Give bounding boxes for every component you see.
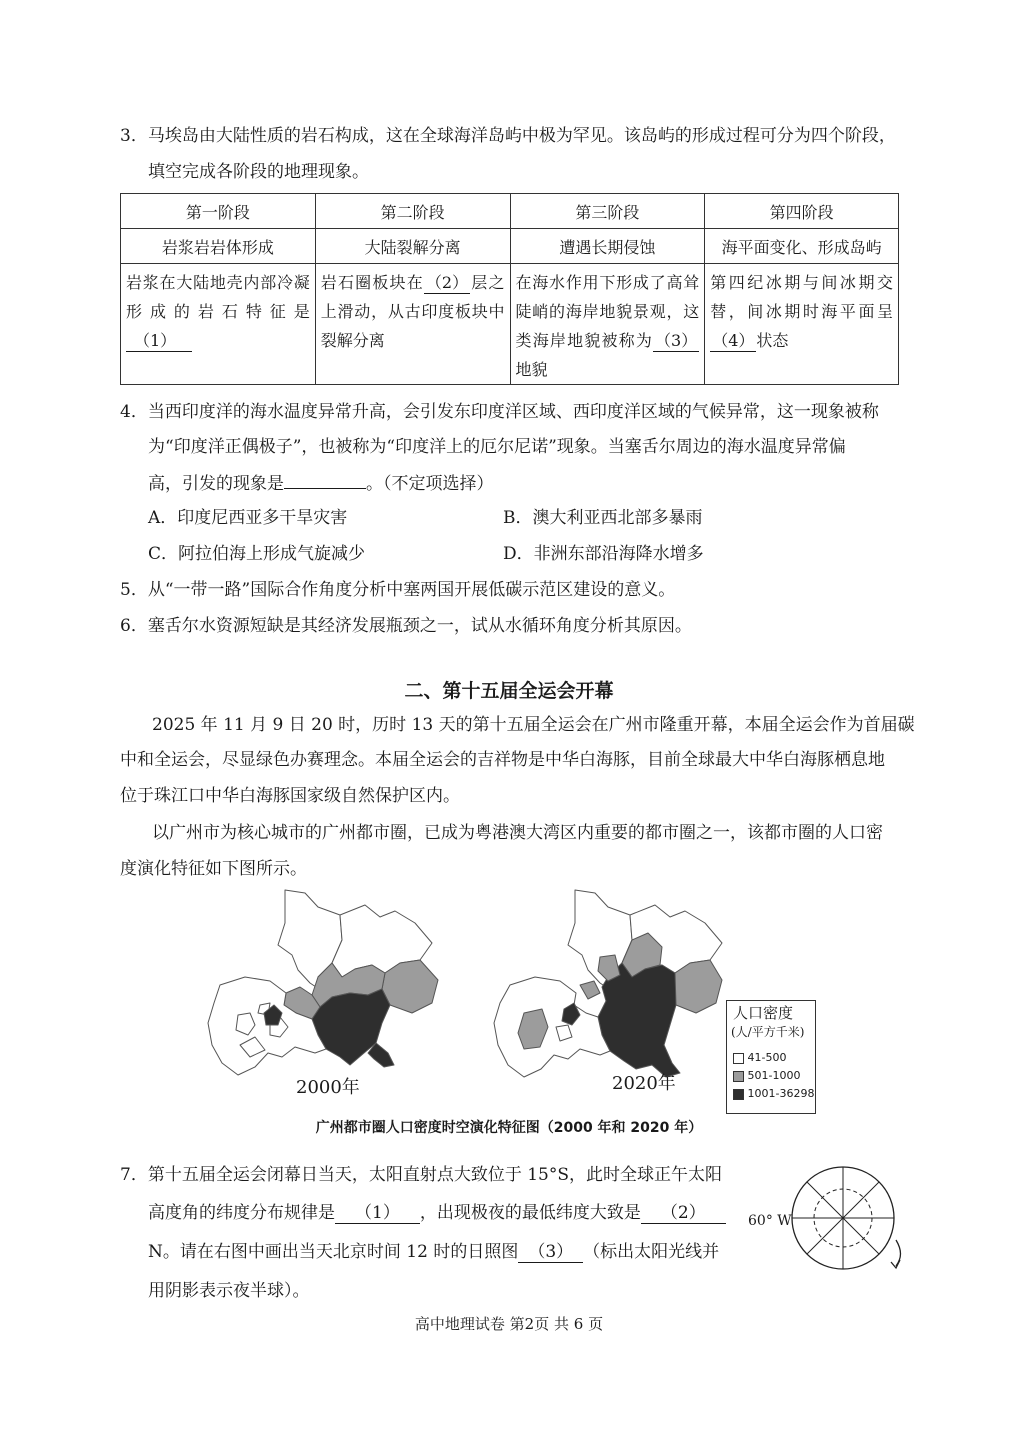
density-map-2000 <box>200 885 460 1100</box>
stage-subheader-2: 大陆裂解分离 <box>315 229 510 264</box>
q7-line3-post: （标出太阳光线并 <box>583 1242 720 1262</box>
section-title: 二、第十五届全运会开幕 <box>404 680 614 702</box>
q7-blank-1[interactable]: （1） <box>335 1203 420 1224</box>
legend-item-high <box>733 1087 814 1100</box>
blank-3-3[interactable]: （3） <box>655 331 698 350</box>
stage-cell-3-pre: 在海水作用下形成了高耸陡峭的海岸地貌景观，这类海岸地貌被称为 <box>515 273 700 350</box>
legend-unit: (人/平方千米) <box>731 1025 805 1039</box>
q7-line1: 7．第十五届全运会闭幕日当天，太阳直射点大致位于 15°S，此时全球正午太阳 <box>120 1165 722 1185</box>
q4-line2: 为“印度洋正偶极子”，也被称为“印度洋上的厄尔尼诺”现象。当塞舌尔周边的海水温度异常偏 <box>148 437 846 457</box>
blank-3-1[interactable]: （1） <box>126 331 192 352</box>
intro-p1-line1: 2025 年 11 月 9 日 20 时，历时 13 天的第十五届全运会在广州市隆重开幕，本届全运会作为首届碳 <box>152 715 915 735</box>
stage-table <box>120 193 899 385</box>
stage-cell-2 <box>315 264 510 385</box>
intro-p1-line3: 位于珠江口中华白海豚国家级自然保护区内。 <box>120 786 460 806</box>
stage-cell-3-post: 地貌 <box>515 360 548 379</box>
q3-line1: 3．马埃岛由大陆性质的岩石构成，这在全球海洋岛屿中极为罕见。该岛屿的形成过程可分为四个阶段， <box>120 126 896 146</box>
stage-cell-4-post: 状态 <box>756 331 789 350</box>
year-label-2020: 2020年 <box>612 1073 676 1094</box>
q4-option-a: A．印度尼西亚多干旱灾害 <box>148 508 348 528</box>
stage-cell-2-pre: 岩石圈板块在 <box>320 273 424 292</box>
stage-cell-2-post: 层之上滑动，从古印度板块中裂解分离 <box>320 273 505 350</box>
q4-option-c: C．阿拉伯海上形成气旋减少 <box>148 544 366 564</box>
q7-line2 <box>148 1201 726 1225</box>
legend-item-mid <box>733 1069 800 1082</box>
legend-title: 人口密度 <box>733 1004 794 1022</box>
q6: 6．塞舌尔水资源短缺是其经济发展瓶颈之一，试从水循环角度分析其原因。 <box>120 616 692 636</box>
q7-blank-2[interactable]: （2） <box>641 1203 726 1224</box>
stage-cell-4 <box>705 264 899 385</box>
stage-header-2: 第二阶段 <box>315 194 510 229</box>
q5: 5．从“一带一路”国际合作角度分析中塞两国开展低碳示范区建设的意义。 <box>120 580 676 600</box>
legend-item-low <box>733 1051 786 1064</box>
q4-line3-pre: 高，引发的现象是 <box>148 474 284 494</box>
blank-3-4[interactable]: （4） <box>712 331 755 350</box>
intro-p2-line1: 以广州市为核心城市的广州都市圈，已成为粤港澳大湾区内重要的都市圈之一，该都市圈的人口密 <box>152 823 883 843</box>
map-legend <box>726 1000 816 1114</box>
q4-option-b: B．澳大利亚西北部多暴雨 <box>503 508 703 528</box>
stage-cell-4-pre: 第四纪冰期与间冰期交替，间冰期时海平面呈 <box>710 273 893 321</box>
stage-subheader-3: 遭遇长期侵蚀 <box>510 229 705 264</box>
stage-cell-3 <box>510 264 705 385</box>
density-map-2020 <box>480 885 740 1100</box>
q7-line2-mid: ，出现极夜的最低纬度大致是 <box>419 1203 641 1223</box>
legend-label-high: 1001-36298 <box>747 1087 815 1100</box>
q7-line3-pre: N。请在右图中画出当天北京时间 12 时的日照图 <box>148 1242 519 1262</box>
q7-blank-3[interactable]: （3） <box>518 1242 583 1263</box>
legend-swatch-high <box>733 1089 744 1100</box>
q3-line2: 填空完成各阶段的地理现象。 <box>148 162 369 182</box>
q4-option-d: D．非洲东部沿海降水增多 <box>503 544 704 564</box>
stage-cell-1-text: 岩浆在大陆地壳内部冷凝形成的岩石特征是 <box>126 273 310 321</box>
q7-line4: 用阴影表示夜半球）。 <box>148 1281 310 1301</box>
figure-caption: 广州都市圈人口密度时空演化特征图（2000 年和 2020 年） <box>315 1120 703 1136</box>
q7-line3 <box>148 1240 719 1264</box>
q4-answer-blank[interactable] <box>284 470 366 489</box>
q4-line1: 4．当西印度洋的海水温度异常升高，会引发东印度洋区域、西印度洋区域的气候异常，这一现象被称 <box>120 402 879 422</box>
stage-subheader-1: 岩浆岩岩体形成 <box>121 229 316 264</box>
stage-header-4: 第四阶段 <box>705 194 899 229</box>
q7-line2-pre: 高度角的纬度分布规律是 <box>148 1203 335 1223</box>
stage-header-1: 第一阶段 <box>121 194 316 229</box>
legend-swatch-mid <box>733 1071 744 1082</box>
legend-label-mid: 501-1000 <box>747 1069 801 1082</box>
stage-header-3: 第三阶段 <box>510 194 705 229</box>
q4-line3-post: 。（不定项选择） <box>366 474 494 494</box>
intro-p1-line2: 中和全运会，尽显绿色办赛理念。本届全运会的吉祥物是中华白海豚，目前全球最大中华白海豚栖息地 <box>120 750 885 770</box>
legend-swatch-low <box>733 1053 744 1064</box>
polar-diagram[interactable] <box>788 1158 908 1278</box>
diagram-label-60w: 60° W <box>748 1213 792 1229</box>
intro-p2-line2: 度演化特征如下图所示。 <box>120 859 307 879</box>
year-label-2000: 2000年 <box>296 1077 360 1098</box>
blank-3-2[interactable]: （2） <box>425 273 469 292</box>
stage-cell-1 <box>121 264 316 385</box>
q4-line3 <box>148 470 494 496</box>
legend-label-low: 41-500 <box>747 1051 787 1064</box>
page-footer: 高中地理试卷 第2页 共 6 页 <box>414 1315 604 1333</box>
stage-subheader-4: 海平面变化、形成岛屿 <box>705 229 899 264</box>
